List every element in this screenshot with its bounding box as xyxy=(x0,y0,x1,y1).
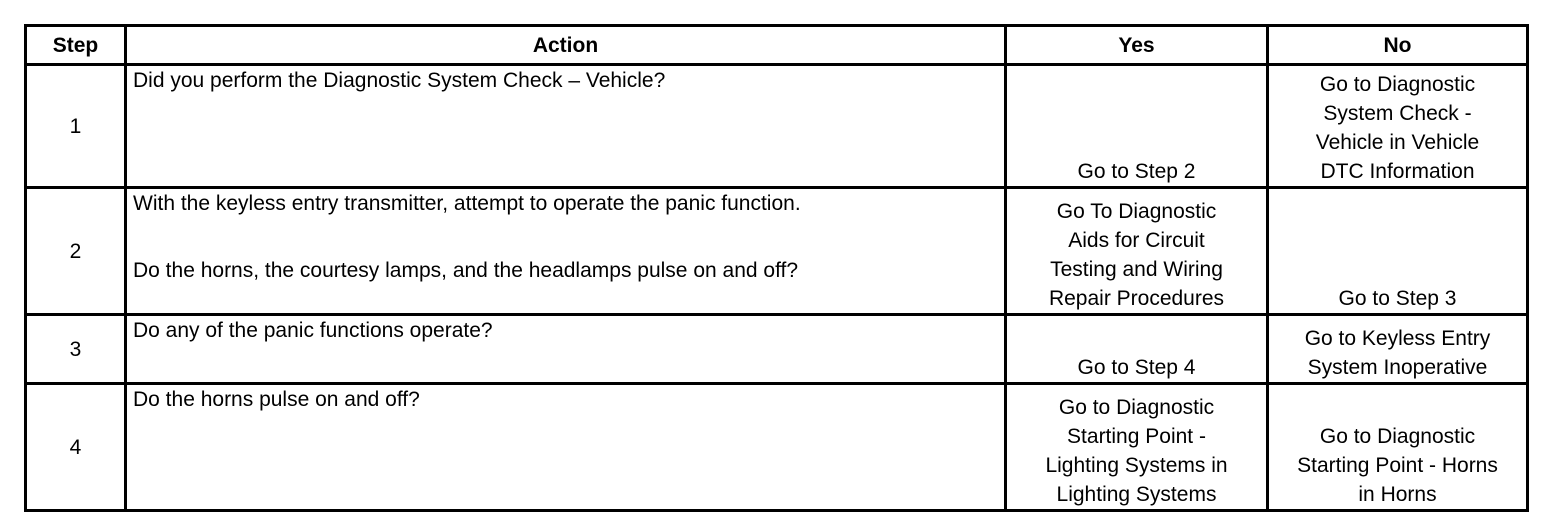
no-text: Go to Diagnostic xyxy=(1319,425,1476,448)
header-step: Step xyxy=(26,26,126,65)
no-text: Vehicle in Vehicle xyxy=(1315,131,1480,154)
table-row xyxy=(26,315,1528,384)
no-cell xyxy=(1268,315,1528,384)
no-text: System Check - xyxy=(1323,102,1472,125)
header-row xyxy=(26,26,1528,65)
step-number: 2 xyxy=(26,188,126,315)
yes-cell xyxy=(1006,384,1268,511)
header-no: No xyxy=(1268,26,1528,65)
action-cell xyxy=(126,65,1006,188)
yes-text: Go to Step 2 xyxy=(1077,160,1196,183)
table-row xyxy=(26,188,1528,315)
table-row xyxy=(26,65,1528,188)
action-spacer xyxy=(133,218,998,256)
action-text: Do the horns pulse on and off? xyxy=(133,388,420,411)
yes-text: Lighting Systems xyxy=(1056,483,1217,506)
action-text: Do the horns, the courtesy lamps, and the headlamps pulse on and off? xyxy=(133,259,799,282)
no-cell xyxy=(1268,65,1528,188)
yes-text: Lighting Systems in xyxy=(1045,454,1228,477)
yes-text: Go to Diagnostic xyxy=(1058,396,1215,419)
yes-text: Starting Point - xyxy=(1067,425,1206,448)
yes-text: Aids for Circuit xyxy=(1068,229,1205,252)
action-cell xyxy=(126,315,1006,384)
yes-cell xyxy=(1006,65,1268,188)
no-text: in Horns xyxy=(1358,483,1437,506)
action-cell xyxy=(126,384,1006,511)
no-cell xyxy=(1268,384,1528,511)
table-row xyxy=(26,384,1528,511)
yes-text: Testing and Wiring xyxy=(1050,258,1223,281)
no-text: Go to Diagnostic xyxy=(1319,73,1476,96)
action-text: Did you perform the Diagnostic System Check – Vehicle? xyxy=(133,69,666,92)
yes-text: Repair Procedures xyxy=(1048,287,1225,310)
no-text: DTC Information xyxy=(1320,160,1475,183)
no-text: Starting Point - Horns xyxy=(1297,454,1498,477)
no-text: System Inoperative xyxy=(1307,356,1488,379)
yes-text: Go To Diagnostic xyxy=(1056,200,1217,223)
yes-cell xyxy=(1006,188,1268,315)
no-text: Go to Step 3 xyxy=(1338,287,1457,310)
step-number: 1 xyxy=(26,65,126,188)
header-action: Action xyxy=(126,26,1006,65)
yes-text: Go to Step 4 xyxy=(1077,356,1196,379)
diagnostic-table xyxy=(24,24,1529,512)
step-number: 4 xyxy=(26,384,126,511)
header-yes: Yes xyxy=(1006,26,1268,65)
yes-cell xyxy=(1006,315,1268,384)
no-text: Go to Keyless Entry xyxy=(1304,327,1491,350)
step-number: 3 xyxy=(26,315,126,384)
action-text: Do any of the panic functions operate? xyxy=(133,319,493,342)
no-cell xyxy=(1268,188,1528,315)
action-text: With the keyless entry transmitter, attempt to operate the panic function. xyxy=(133,192,801,215)
action-cell xyxy=(126,188,1006,315)
